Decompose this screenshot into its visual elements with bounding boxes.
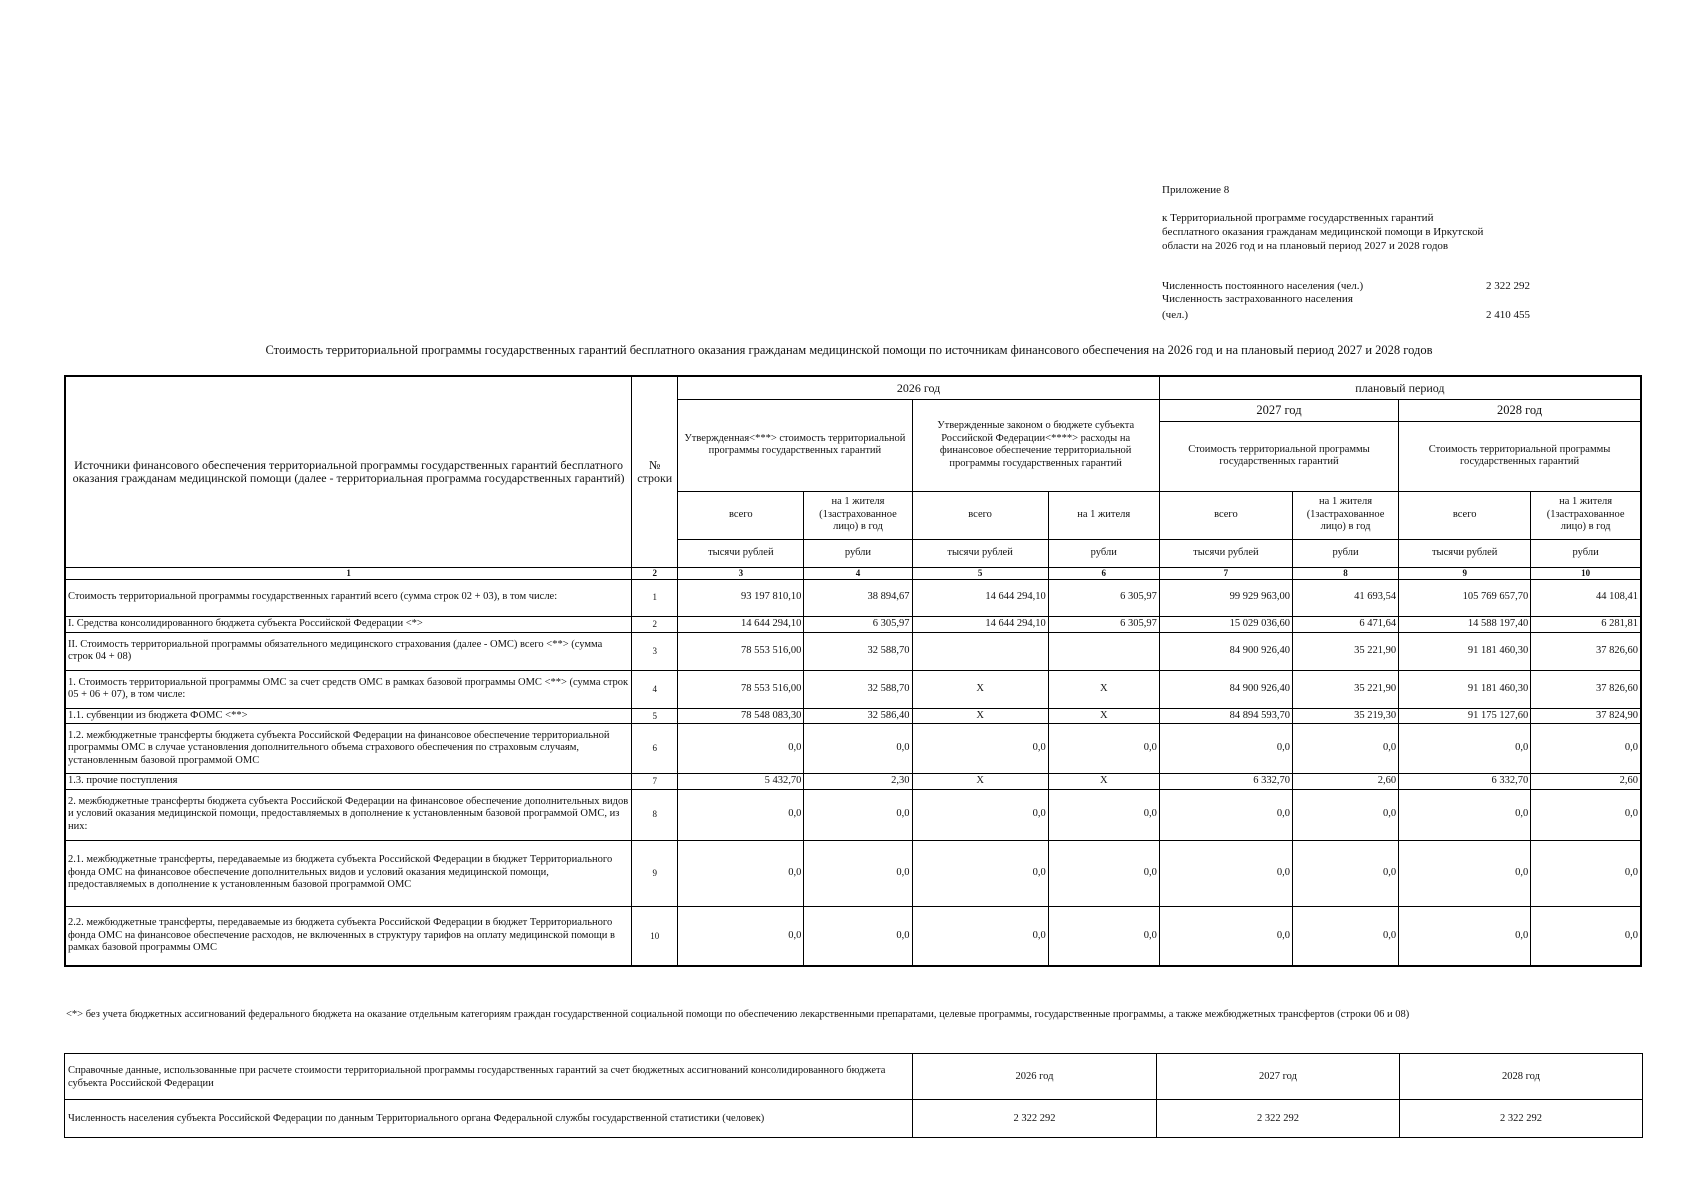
cell-value: 32 586,40 <box>804 708 912 724</box>
cell-value: 5 432,70 <box>678 774 804 790</box>
header-per-resident-insured: на 1 жителя (1застрахованное лицо) в год <box>1531 491 1641 539</box>
cell-value: 0,0 <box>1292 724 1398 774</box>
header-cost-2027: Стоимость территориальной программы государственных гарантий <box>1159 421 1398 491</box>
header-sources: Источники финансового обеспечения территориальной программы государственных гарантий бесплатного оказания гражданам медицинской помощи (далее - территориальная программа государственных гарантий) <box>65 376 632 567</box>
cell-value: X <box>912 774 1048 790</box>
col-index: 1 <box>65 567 632 579</box>
population-block <box>1162 280 1530 322</box>
col-index: 10 <box>1531 567 1641 579</box>
header-unit: рубли <box>1292 539 1398 567</box>
insured-population-label: Численность застрахованного населения <box>1162 293 1353 305</box>
cell-value: 0,0 <box>1399 906 1531 966</box>
cell-value: 6 281,81 <box>1531 616 1641 632</box>
cell-value: 14 644 294,10 <box>912 579 1048 616</box>
cell-value: 0,0 <box>912 724 1048 774</box>
cell-value: 91 175 127,60 <box>1399 708 1531 724</box>
cell-value: 0,0 <box>1399 840 1531 906</box>
cost-table <box>64 375 1642 967</box>
cell-value: 14 588 197,40 <box>1399 616 1531 632</box>
insured-population-label-2: (чел.) <box>1162 309 1188 321</box>
cell-value: 0,0 <box>1292 906 1398 966</box>
cell-value: 84 900 926,40 <box>1159 632 1292 670</box>
footnote: <*> без учета бюджетных ассигнований федерального бюджета на оказание отдельным категориям граждан государственной социальной помощи по обеспечению лекарственными препаратами, целевые программы, государственные программы, а также межбюджетных трансфертов (строки 06 и 08) <box>66 1009 1410 1020</box>
cell-value: 32 588,70 <box>804 670 912 708</box>
header-total: всего <box>912 491 1048 539</box>
cell-value: 35 221,90 <box>1292 632 1398 670</box>
header-approved-law: Утвержденные законом о бюджете субъекта Российской Федерации<****> расходы на финансовое обеспечение территориальной программы государственных гарантий <box>912 399 1159 491</box>
appendix-line-2: бесплатного оказания гражданам медицинской помощи в Иркутской <box>1162 226 1484 238</box>
row-number: 7 <box>632 774 678 790</box>
reference-data-row <box>65 1100 1643 1138</box>
appendix-line-3: области на 2026 год и на плановый период 2027 и 2028 годов <box>1162 240 1449 252</box>
table-row <box>65 579 1641 616</box>
cell-value: 0,0 <box>678 724 804 774</box>
header-total: всего <box>678 491 804 539</box>
row-source: II. Стоимость территориальной программы обязательного медицинского страхования (далее - ОМС) всего <**> (сумма строк 04 + 08) <box>65 632 632 670</box>
cell-value: 91 181 460,30 <box>1399 670 1531 708</box>
cell-value: 14 644 294,10 <box>912 616 1048 632</box>
header-unit: рубли <box>1531 539 1641 567</box>
col-index: 7 <box>1159 567 1292 579</box>
cell-value: 93 197 810,10 <box>678 579 804 616</box>
cell-value: 6 332,70 <box>1399 774 1531 790</box>
header-per-resident-insured: на 1 жителя (1застрахованное лицо) в год <box>804 491 912 539</box>
cell-value: 0,0 <box>1292 789 1398 840</box>
cell-value: 105 769 657,70 <box>1399 579 1531 616</box>
reference-header-label: Справочные данные, использованные при расчете стоимости территориальной программы государственных гарантий за счет бюджетных ассигнований консолидированного бюджета субъекта Российской Федерации <box>65 1054 913 1100</box>
reference-year-2026: 2026 год <box>913 1054 1157 1100</box>
insured-population-value: 2 410 455 <box>1486 309 1530 321</box>
cell-value: 35 221,90 <box>1292 670 1398 708</box>
reference-value-2027: 2 322 292 <box>1157 1100 1400 1138</box>
permanent-population-label: Численность постоянного населения (чел.) <box>1162 280 1364 292</box>
appendix-line-1: к Территориальной программе государственных гарантий <box>1162 212 1434 224</box>
cell-value: 0,0 <box>1048 724 1159 774</box>
header-total: всего <box>1399 491 1531 539</box>
row-source: Стоимость территориальной программы государственных гарантий всего (сумма строк 02 + 03), в том числе: <box>65 579 632 616</box>
cell-value: 99 929 963,00 <box>1159 579 1292 616</box>
header-unit: рубли <box>804 539 912 567</box>
appendix-title: Приложение 8 <box>1162 184 1230 196</box>
row-number: 5 <box>632 708 678 724</box>
cell-value: 91 181 460,30 <box>1399 632 1531 670</box>
cell-value: 2,60 <box>1292 774 1398 790</box>
col-index: 4 <box>804 567 912 579</box>
cell-value: 35 219,30 <box>1292 708 1398 724</box>
cell-value: 0,0 <box>1531 724 1641 774</box>
permanent-population-value: 2 322 292 <box>1486 280 1530 292</box>
col-index: 2 <box>632 567 678 579</box>
cell-value: 6 305,97 <box>1048 579 1159 616</box>
header-year-2027: 2027 год <box>1159 399 1398 421</box>
cell-value: 6 471,64 <box>1292 616 1398 632</box>
cell-value: 6 305,97 <box>1048 616 1159 632</box>
cell-value: 2,30 <box>804 774 912 790</box>
reference-year-2027: 2027 год <box>1157 1054 1400 1100</box>
cell-value: 0,0 <box>1159 789 1292 840</box>
cell-value: 0,0 <box>678 906 804 966</box>
row-source: 1.1. субвенции из бюджета ФОМС <**> <box>65 708 632 724</box>
col-index: 3 <box>678 567 804 579</box>
header-row-no: № строки <box>632 376 678 567</box>
cell-value: 0,0 <box>1048 840 1159 906</box>
cell-value: 0,0 <box>1159 840 1292 906</box>
cell-value: 37 826,60 <box>1531 632 1641 670</box>
cell-value: 84 900 926,40 <box>1159 670 1292 708</box>
cell-value: 0,0 <box>912 840 1048 906</box>
appendix-note <box>1162 183 1483 253</box>
cell-value: 0,0 <box>912 789 1048 840</box>
cell-value: X <box>912 708 1048 724</box>
header-unit: тысячи рублей <box>1159 539 1292 567</box>
row-source: 1. Стоимость территориальной программы ОМС за счет средств ОМС в рамках базовой программы ОМС <**> (сумма строк 05 + 06 + 07), в том числе: <box>65 670 632 708</box>
cell-value: 84 894 593,70 <box>1159 708 1292 724</box>
cell-value: X <box>912 670 1048 708</box>
cell-value: 78 553 516,00 <box>678 632 804 670</box>
col-index: 6 <box>1048 567 1159 579</box>
reference-value-2028: 2 322 292 <box>1400 1100 1643 1138</box>
header-unit: тысячи рублей <box>1399 539 1531 567</box>
cell-value: 0,0 <box>678 789 804 840</box>
header-approved-cost: Утвержденная<***> стоимость территориальной программы государственных гарантий <box>678 399 912 491</box>
cell-value: 0,0 <box>1159 906 1292 966</box>
reference-year-2028: 2028 год <box>1400 1054 1643 1100</box>
cell-value: 6 332,70 <box>1159 774 1292 790</box>
table-row <box>65 774 1641 790</box>
row-number: 8 <box>632 789 678 840</box>
cell-value: X <box>1048 774 1159 790</box>
row-number: 1 <box>632 579 678 616</box>
header-year-2028: 2028 год <box>1399 399 1641 421</box>
table-row <box>65 708 1641 724</box>
row-number: 4 <box>632 670 678 708</box>
row-number: 9 <box>632 840 678 906</box>
cell-value: 32 588,70 <box>804 632 912 670</box>
reference-value-2026: 2 322 292 <box>913 1100 1157 1138</box>
table-row <box>65 616 1641 632</box>
cell-value: 0,0 <box>1292 840 1398 906</box>
table-row <box>65 906 1641 966</box>
cell-value <box>1048 632 1159 670</box>
row-source: 2.2. межбюджетные трансферты, передаваемые из бюджета субъекта Российской Федерации в бюджет Территориального фонда ОМС на финансовое обеспечение расходов, не включенных в структуру тарифов на оплату медицинской помощи в рамках базовой программы ОМС <box>65 906 632 966</box>
col-index: 5 <box>912 567 1048 579</box>
col-index: 8 <box>1292 567 1398 579</box>
header-unit: рубли <box>1048 539 1159 567</box>
row-number: 3 <box>632 632 678 670</box>
row-number: 10 <box>632 906 678 966</box>
cell-value: 78 553 516,00 <box>678 670 804 708</box>
cell-value: 37 824,90 <box>1531 708 1641 724</box>
header-per-resident: на 1 жителя <box>1048 491 1159 539</box>
cell-value: 0,0 <box>912 906 1048 966</box>
cell-value: 0,0 <box>1399 724 1531 774</box>
row-source: 2.1. межбюджетные трансферты, передаваемые из бюджета субъекта Российской Федерации в бюджет Территориального фонда ОМС на финансовое обеспечение дополнительных видов и условий оказания медицинской помощи, предоставляемых в дополнение к установленным базовой программой ОМС <box>65 840 632 906</box>
row-source: I. Средства консолидированного бюджета субъекта Российской Федерации <*> <box>65 616 632 632</box>
cell-value: 41 693,54 <box>1292 579 1398 616</box>
table-row <box>65 670 1641 708</box>
cell-value: 0,0 <box>678 840 804 906</box>
cell-value: X <box>1048 708 1159 724</box>
reference-row-label: Численность населения субъекта Российской Федерации по данным Территориального органа Федеральной службы государственной статистики (человек) <box>65 1100 913 1138</box>
cell-value: 38 894,67 <box>804 579 912 616</box>
cell-value: 44 108,41 <box>1531 579 1641 616</box>
cell-value: 0,0 <box>1531 789 1641 840</box>
table-row <box>65 840 1641 906</box>
row-source: 2. межбюджетные трансферты бюджета субъекта Российской Федерации на финансовое обеспечение дополнительных видов и условий оказания медицинской помощи, предоставляемых в дополнение к установленным базовой программой ОМС, из них: <box>65 789 632 840</box>
cell-value: 0,0 <box>1048 789 1159 840</box>
row-number: 2 <box>632 616 678 632</box>
header-total: всего <box>1159 491 1292 539</box>
cell-value: 0,0 <box>1531 840 1641 906</box>
cell-value: 78 548 083,30 <box>678 708 804 724</box>
row-number: 6 <box>632 724 678 774</box>
cell-value <box>912 632 1048 670</box>
table-row <box>65 632 1641 670</box>
reference-header-row <box>65 1054 1643 1100</box>
header-planned-period: плановый период <box>1159 376 1641 399</box>
row-source: 1.3. прочие поступления <box>65 774 632 790</box>
cell-value: 37 826,60 <box>1531 670 1641 708</box>
cell-value: 0,0 <box>1159 724 1292 774</box>
cell-value: 0,0 <box>1399 789 1531 840</box>
header-cost-2028: Стоимость территориальной программы государственных гарантий <box>1399 421 1641 491</box>
cell-value: 0,0 <box>1531 906 1641 966</box>
cell-value: 0,0 <box>804 789 912 840</box>
cell-value: 0,0 <box>804 840 912 906</box>
row-source: 1.2. межбюджетные трансферты бюджета субъекта Российской Федерации на финансовое обеспечение территориальной программы ОМС в случае установления дополнительного объема страхового обеспечения по страховым случаям, установленным базовой программой ОМС <box>65 724 632 774</box>
header-unit: тысячи рублей <box>678 539 804 567</box>
table-row <box>65 789 1641 840</box>
cell-value: 15 029 036,60 <box>1159 616 1292 632</box>
header-unit: тысячи рублей <box>912 539 1048 567</box>
cell-value: X <box>1048 670 1159 708</box>
table-row <box>65 724 1641 774</box>
cell-value: 2,60 <box>1531 774 1641 790</box>
document-title: Стоимость территориальной программы государственных гарантий бесплатного оказания гражданам медицинской помощи по источникам финансового обеспечения на 2026 год и на плановый период 2027 и 2028 годов <box>265 343 1433 357</box>
cell-value: 6 305,97 <box>804 616 912 632</box>
cell-value: 0,0 <box>804 906 912 966</box>
header-per-resident-insured: на 1 жителя (1застрахованное лицо) в год <box>1292 491 1398 539</box>
header-year-2026: 2026 год <box>678 376 1160 399</box>
cell-value: 0,0 <box>1048 906 1159 966</box>
col-index: 9 <box>1399 567 1531 579</box>
cell-value: 0,0 <box>804 724 912 774</box>
cell-value: 14 644 294,10 <box>678 616 804 632</box>
reference-table <box>64 1053 1643 1138</box>
